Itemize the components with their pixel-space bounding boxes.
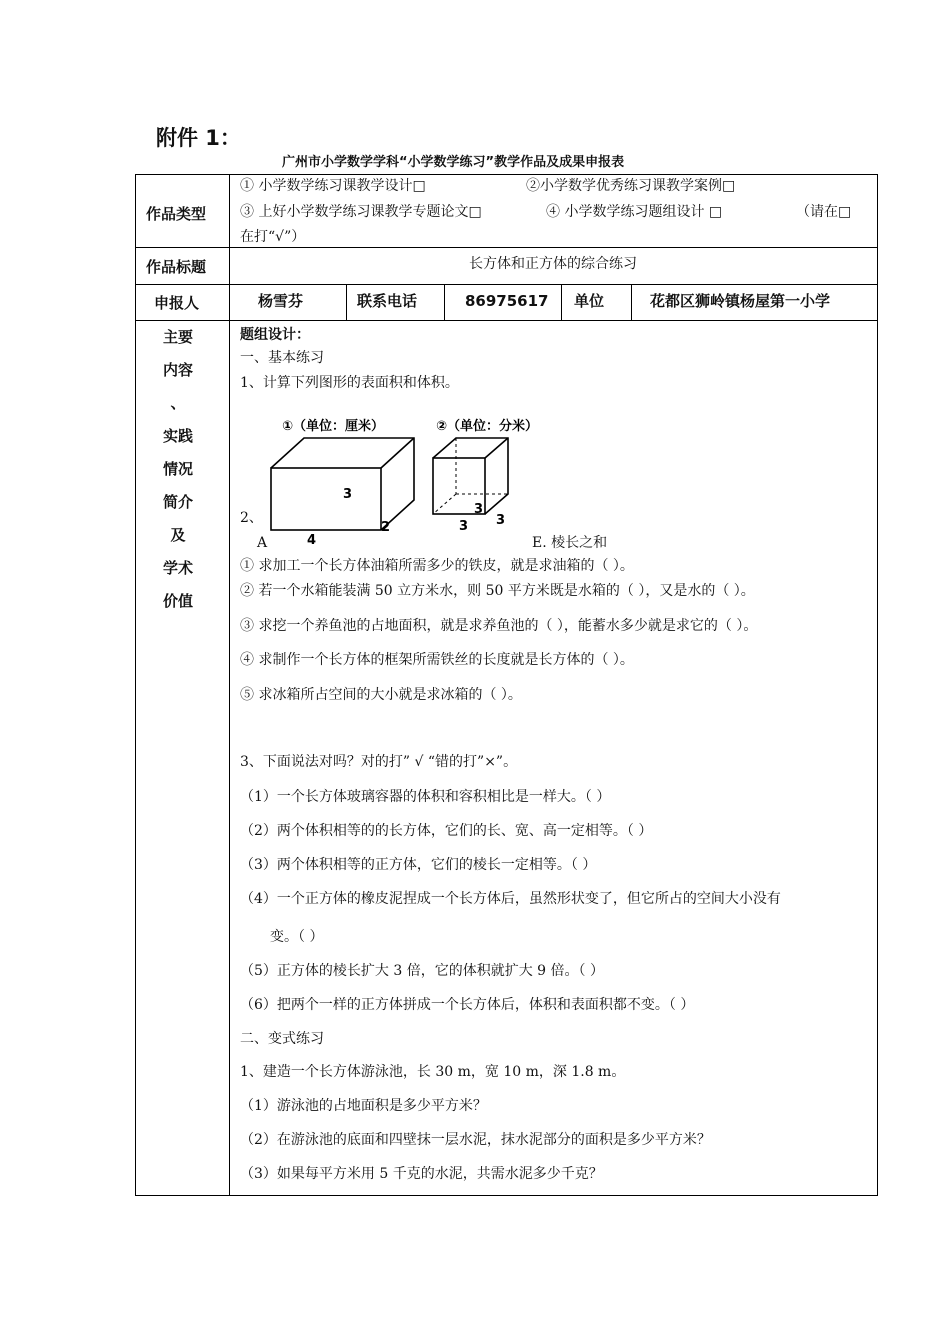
question-2-start: 2、 [240,510,263,526]
cuboid-figures [230,410,560,545]
unit-label: 单位 [574,292,605,310]
work-title-label: 作品标题 [146,258,207,276]
figure-2-label: ②（单位：分米） [436,419,539,434]
work-type-option-3[interactable]: ③ 上好小学数学练习课教学专题论文□ [240,204,482,220]
work-type-option-1[interactable]: ① 小学数学练习课教学设计□ [240,178,426,194]
part2-item: （1）游泳池的占地面积是多少平方米？ [240,1098,487,1114]
figure-1-label: ①（单位：厘米） [282,419,385,434]
part2-question-1: 1、建造一个长方体游泳池，长 30 m，宽 10 m，深 1.8 m。 [240,1064,626,1080]
work-type-option-2[interactable]: ②小学数学优秀练习课教学案例□ [526,178,736,194]
work-title-value: 长方体和正方体的综合练习 [469,256,637,272]
work-type-option-4[interactable]: ④ 小学数学练习题组设计 □ [546,204,723,220]
side-label: 情况 [162,460,193,478]
applicant-label: 申报人 [154,294,200,312]
question-3-item: （6）把两个一样的正方体拼成一个长方体后，体积和表面积都不变。（ ） [240,997,695,1013]
phone-label: 联系电话 [357,292,418,310]
row-divider [135,284,877,285]
side-label: 主要 [162,328,193,346]
question-3: 3、下面说法对吗？对的打” √ “错的打”×”。 [240,754,518,770]
part2-title: 二、变式练习 [240,1031,324,1047]
cuboid-figure-1 [271,438,414,530]
column-divider [631,284,632,321]
work-type-note-continued: 在打“√”） [240,229,306,245]
question-2-item: ② 若一个水箱能装满 50 立方米水，则 50 平方米既是水箱的（ ），又是水的（ ）。 [240,583,755,599]
column-divider [346,284,347,321]
question-3-item: （3）两个体积相等的正方体，它们的棱长一定相等。（ ） [240,857,597,873]
side-label: 简介 [162,493,193,511]
question-3-item: 变。（ ） [270,929,324,945]
attachment-label: 附件 1： [156,126,241,150]
figure-2-width: 3 [496,513,506,528]
question-2-item: ③ 求挖一个养鱼池的占地面积，就是求养鱼池的（ ），能蓄水多少就是求它的（ ）。 [240,618,758,634]
column-divider [229,174,230,1195]
part2-item: （2）在游泳池的底面和四壁抹一层水泥，抹水泥部分的面积是多少平方米？ [240,1132,711,1148]
figure-1-length: 4 [307,533,317,545]
part2-item: （3）如果每平方米用 5 千克的水泥，共需水泥多少千克？ [240,1166,603,1182]
question-1: 1、计算下列图形的表面积和体积。 [240,375,459,391]
applicant-name: 杨雪芬 [258,292,304,310]
question-3-item: （2）两个体积相等的的长方体，它们的长、宽、高一定相等。（ ） [240,823,653,839]
question-3-item: （1）一个长方体玻璃容器的体积和容积相比是一样大。（ ） [240,789,611,805]
work-type-label: 作品类型 [146,205,207,223]
question-2-options-end: E. 棱长之和 [532,535,608,551]
question-2-item: ① 求加工一个长方体油箱所需多少的铁皮，就是求油箱的（ ）。 [240,558,634,574]
unit-value: 花都区狮岭镇杨屋第一小学 [650,292,831,310]
row-divider [135,320,877,321]
side-label: 内容 [162,361,193,379]
phone-number: 86975617 [465,292,549,310]
figure-1-width: 2 [381,520,391,535]
side-label: 学术 [162,559,193,577]
column-divider [561,284,562,321]
part1-title: 一、基本练习 [240,350,324,366]
document-title: 广州市小学数学学科“小学数学练习”教学作品及成果申报表 [282,155,625,170]
work-type-note: （请在□ [796,204,852,220]
column-divider [444,284,445,321]
row-divider [135,247,877,248]
question-3-item: （5）正方体的棱长扩大 3 倍，它的体积就扩大 9 倍。（ ） [240,963,604,979]
figure-1-height: 3 [343,487,353,502]
content-heading: 题组设计： [240,327,310,343]
side-label: 及 [170,526,186,544]
question-2-options-start: A [257,535,268,551]
side-label: 实践 [162,427,193,445]
side-label: 、 [170,394,186,412]
question-2-item: ⑤ 求冰箱所占空间的大小就是求冰箱的（ ）。 [240,687,522,703]
cube-hidden-edges [433,438,508,514]
question-2-item: ④ 求制作一个长方体的框架所需铁丝的长度就是长方体的（ ）。 [240,652,634,668]
figure-2-length: 3 [459,519,469,534]
cube-figure-2 [433,438,508,514]
side-label: 价值 [162,592,193,610]
question-3-item: （4）一个正方体的橡皮泥捏成一个长方体后，虽然形状变了，但它所占的空间大小没有 [240,891,781,907]
figure-2-height: 3 [474,502,484,517]
